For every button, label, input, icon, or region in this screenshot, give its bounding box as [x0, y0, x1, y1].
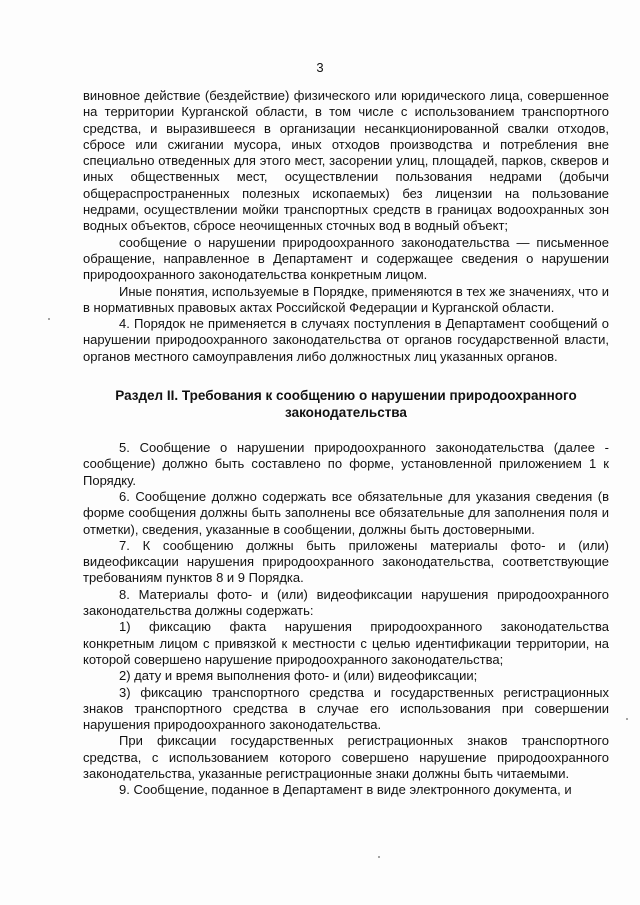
- clause-6-paragraph: 6. Сообщение должно содержать все обязательные для указания сведения (в форме сообщения должны быть заполнены все обязательные для заполнения поля и отметки), сведения, указанные в сообщении, должны быть достоверными.: [83, 488, 609, 537]
- clause-7-paragraph: 7. К сообщению должны быть приложены материалы фото- и (или) видеофиксации нарушения природоохранного законодательства, соответствующие требованиям пунктов 8 и 9 Порядка.: [83, 537, 609, 586]
- registration-signs-paragraph: При фиксации государственных регистрационных знаков транспортного средства, с использованием которого совершено нарушение природоохранного законодательства, указанные регистрационные знаки должны быть читаемыми.: [83, 733, 609, 781]
- scan-speck: [48, 318, 50, 320]
- scan-speck: [626, 718, 628, 720]
- section-heading-line-1: Раздел II. Требования к сообщению о нарушении природоохранного: [115, 388, 577, 404]
- definition-message-paragraph: сообщение о нарушении природоохранного законодательства — письменное обращение, направленное в Департамент и содержащее сведения о нарушении природоохранного законодательства конкретным лицом.: [83, 234, 609, 283]
- clause-8-item-1: 1) фиксацию факта нарушения природоохранного законодательства конкретным лицом с привязкой к местности с целью идентификации территории, на которой совершено нарушение природоохранного законодательства;: [83, 619, 609, 667]
- clause-8-item-2: 2) дату и время выполнения фото- и (или) видеофиксации;: [119, 668, 478, 684]
- section-heading-line-2: законодательства: [285, 405, 407, 421]
- other-concepts-paragraph: Иные понятия, используемые в Порядке, применяются в тех же значениях, что и в нормативных правовых актах Российской Федерации и Курганской области.: [83, 283, 609, 315]
- clause-5-paragraph: 5. Сообщение о нарушении природоохранного законодательства (далее - сообщение) должно быть составлено по форме, установленной приложением 1 к Порядку.: [83, 440, 609, 488]
- document-body: [83, 88, 609, 799]
- clause-8-paragraph: 8. Материалы фото- и (или) видеофиксации нарушения природоохранного законодательства должны содержать:: [83, 586, 609, 619]
- page-number: 3: [316, 60, 324, 75]
- clause-8-item-3: 3) фиксацию транспортного средства и государственных регистрационных знаков транспортного средства в случае его использования при совершении нарушения природоохранного законодательства.: [83, 684, 609, 733]
- clause-4-paragraph: 4. Порядок не применяется в случаях поступления в Департамент сообщений о нарушении природоохранного законодательства от органов государственной власти, органов местного самоуправления либо должностных лиц указанных органов.: [83, 316, 609, 364]
- clause-9-paragraph: 9. Сообщение, поданное в Департамент в виде электронного документа, и: [119, 782, 572, 798]
- section-heading: [83, 387, 609, 421]
- definition-continuation-paragraph: виновное действие (бездействие) физического или юридического лица, совершенное на территории Курганской области, в том числе с использованием транспортного средства, и выразившееся в организации несанкционированной свалки отходов, сбросе или сжигании мусора, иных отходов производства и потребления вне специально отведенных для этого мест, засорении улиц, площадей, парков, скверов и иных общественных мест, осуществлении пользования недрами (добычи общераспространенных полезных ископаемых) без лицензии на пользование недрами, осуществлении мойки транспортных средств в границах водоохранных зон водных объектов, сбросе неочищенных сточных вод в водный объект;: [83, 88, 609, 234]
- scan-speck: [378, 856, 380, 858]
